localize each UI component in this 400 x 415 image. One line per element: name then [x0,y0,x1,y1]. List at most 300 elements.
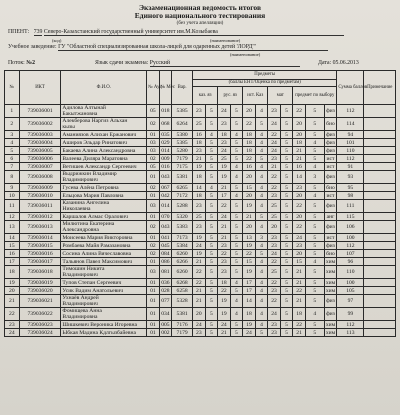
row-score: 24 [218,213,231,221]
row-score: 19 [193,163,206,171]
row-score: 21 [218,329,231,337]
row-total: 96 [337,258,364,266]
row-note [364,321,396,329]
row-total: 97 [337,295,364,308]
row-total: 95 [337,184,364,192]
row-grade: 5 [305,279,324,287]
ppent-name-note: (наименование) [210,38,241,43]
row-elective: физ [324,171,337,184]
row-grade: 4 [255,295,268,308]
row-fio [61,155,147,163]
row-grade: 4 [255,147,268,155]
row-grade: 5 [230,250,243,258]
row-score: 21 [193,258,206,266]
row-ikt: 739036007 [19,163,61,171]
row-number: 7 [5,163,20,171]
row-score: 23 [193,147,206,155]
row-aud: 01 [147,321,160,329]
row-score: 18 [218,131,231,139]
row-score: 21 [293,295,306,308]
table-row [5,200,396,213]
row-variant: 6265 [172,184,193,192]
row-grade: 5 [230,266,243,279]
row-note [364,171,396,184]
col-header-rus: рус. яз [218,87,243,105]
row-grade: 5 [280,131,293,139]
row-note [364,163,396,171]
row-score: 20 [293,250,306,258]
table-row [5,266,396,279]
row-ikt: 739036014 [19,234,61,242]
row-aud: 02 [147,250,160,258]
row-number: 8 [5,171,20,184]
row-score: 21 [293,147,306,155]
row-elective: физ [324,221,337,234]
row-grade: 5 [205,163,218,171]
row-grade: 5 [230,234,243,242]
row-grade: 5 [305,221,324,234]
row-fio-line: Бакаева Алина Александровна [62,147,136,154]
row-fio [61,234,147,242]
row-variant: 5328 [172,295,193,308]
row-grade: 5 [230,105,243,118]
row-grade: 4 [255,163,268,171]
table-row [5,171,396,184]
row-total: 113 [337,329,364,337]
row-total: 105 [337,287,364,295]
row-total: 106 [337,221,364,234]
row-grade: 5 [205,200,218,213]
row-score: 15 [293,258,306,266]
row-note [364,266,396,279]
row-score: 23 [193,105,206,118]
row-variant: 7173 [172,234,193,242]
row-grade: 5 [305,131,324,139]
row-total: 112 [337,321,364,329]
row-number: 5 [5,147,20,155]
row-grade: 5 [280,329,293,337]
row-grade: 4 [230,131,243,139]
row-score: 20 [193,308,206,321]
row-ikt: 739036023 [19,321,61,329]
row-place: 036 [159,279,172,287]
row-ikt: 739036013 [19,221,61,234]
row-score: 18 [293,308,306,321]
row-grade: 5 [280,321,293,329]
row-total: 107 [337,250,364,258]
row-place: 035 [159,131,172,139]
row-grade: 5 [305,242,324,250]
row-score: 22 [293,105,306,118]
row-grade: 5 [205,279,218,287]
row-note [364,295,396,308]
row-fio [61,329,147,337]
row-elective: физ [324,308,337,321]
row-variant: 6260 [172,250,193,258]
row-grade: 5 [205,118,218,131]
row-fio-line: Каршалов Алмас Оралович [62,213,128,220]
row-total: 111 [337,200,364,213]
col-header-subjects-note: (баллы ЕНТ/Оценка по предметам) [193,80,337,87]
row-total: 100 [337,234,364,242]
row-score: 21 [293,266,306,279]
row-score: 20 [268,221,281,234]
row-score: 22 [243,155,256,163]
row-ikt: 739036002 [19,118,61,131]
row-grade: 4 [230,308,243,321]
row-place: 043 [159,171,172,184]
row-total: 112 [337,105,364,118]
table-row [5,258,396,266]
row-ikt: 739036008 [19,171,61,184]
row-grade: 5 [230,118,243,131]
row-note [364,131,396,139]
row-score: 24 [268,147,281,155]
row-score: 21 [218,234,231,242]
row-grade: 5 [305,266,324,279]
row-score: 22 [293,321,306,329]
row-score: 23 [193,221,206,234]
row-grade: 4 [255,287,268,295]
row-number: 22 [5,308,20,321]
row-fio-line: Усик Вадим Анатольевич [62,287,124,294]
row-note [364,200,396,213]
row-grade: 3 [255,234,268,242]
row-grade: 5 [280,200,293,213]
row-score: 23 [268,321,281,329]
row-grade: 5 [280,279,293,287]
row-variant: 5383 [172,221,193,234]
row-note [364,250,396,258]
row-grade: 5 [280,250,293,258]
row-fio [61,221,147,234]
row-score: 19 [243,242,256,250]
row-score: 23 [268,105,281,118]
row-score: 25 [268,200,281,213]
row-note [364,287,396,295]
row-place: 081 [159,266,172,279]
row-fio [61,184,147,192]
row-grade: 5 [205,213,218,221]
row-fio [61,192,147,200]
row-aud: 01 [147,329,160,337]
row-score: 22 [293,287,306,295]
row-total: 101 [337,139,364,147]
row-grade: 4 [305,258,324,266]
row-score: 24 [243,329,256,337]
row-score: 21 [293,279,306,287]
row-grade: 5 [205,242,218,250]
row-score: 19 [193,234,206,242]
row-score: 22 [218,287,231,295]
table-row [5,308,396,321]
table-row [5,213,396,221]
row-elective: физ [326,147,335,154]
row-grade: 5 [230,184,243,192]
row-elective: ист [324,163,337,171]
row-fio [61,163,147,171]
row-score: 17 [243,279,256,287]
row-score: 24 [268,250,281,258]
row-score: 25 [218,155,231,163]
row-score: 16 [243,163,256,171]
col-header-variant: Вар. [172,71,193,105]
row-grade: 4 [305,308,324,321]
row-grade: 4 [255,308,268,321]
institution-line [8,44,328,51]
row-fio-line: Валеева Диляра Маратовна [62,155,128,162]
row-fio-line: Милютина Екатерина [62,221,115,227]
row-score: 23 [268,155,281,163]
row-fio [61,242,147,250]
row-aud: 01 [147,131,160,139]
row-grade: 4 [305,163,324,171]
table-row [5,234,396,242]
row-grade: 5 [205,287,218,295]
row-number: 17 [5,258,20,266]
row-fio-line: Моисеева Мария Викторовна [62,234,133,241]
institution-value: ГУ "Областной специализированная школа-лицей для одаренных детей 'ЛОРД'" [58,44,328,51]
col-header-place: № Мес [159,71,172,105]
row-grade: 5 [305,213,324,221]
row-number: 2 [5,118,20,131]
row-fio [61,258,147,266]
row-variant: 7172 [172,192,193,200]
row-score: 14 [193,184,206,192]
row-score: 21 [243,213,256,221]
row-number: 14 [5,234,20,242]
row-score: 22 [268,131,281,139]
row-note [364,147,396,155]
row-grade: 4 [255,139,268,147]
row-score: 23 [268,192,281,200]
row-fio-line: Владимирович [62,177,98,183]
stream-line [8,60,35,66]
row-grade: 5 [205,171,218,184]
row-elective: ист [324,155,337,163]
row-score: 22 [218,250,231,258]
row-grade: 4 [255,321,268,329]
row-aud: 03 [147,147,160,155]
row-number: 1 [5,105,20,118]
row-grade: 5 [255,250,268,258]
row-score: 22 [243,250,256,258]
row-score: 16 [293,163,306,171]
table-row [5,131,396,139]
ppent-code: 739 [33,29,43,35]
row-elective: физ [326,242,335,249]
row-score: 24 [218,105,231,118]
row-grade: 5 [280,139,293,147]
row-score: 19 [218,308,231,321]
row-ikt: 739036004 [19,139,61,147]
row-score: 23 [218,266,231,279]
row-grade: 5 [205,250,218,258]
row-note [364,184,396,192]
row-score: 18 [243,131,256,139]
row-fio [61,139,147,147]
row-ikt: 739036024 [19,329,61,337]
row-score: 18 [218,279,231,287]
row-aud: 01 [147,279,160,287]
table-row [5,279,396,287]
row-fio-line: Тальянов Павел Максимович [62,258,133,265]
row-grade: 5 [280,118,293,131]
row-number: 19 [5,279,20,287]
row-grade: 5 [280,163,293,171]
row-note [364,105,396,118]
row-number: 18 [5,266,20,279]
row-grade: 5 [305,321,324,329]
col-header-num: № [5,71,20,105]
row-grade: 5 [230,321,243,329]
row-aud: 02 [147,155,160,163]
row-score: 23 [218,139,231,147]
row-fio-line: Алекберова Наргиз Альхан [62,118,128,124]
row-aud: 01 [147,295,160,308]
row-score: 19 [243,321,256,329]
institution-note: (наименование) [230,52,261,57]
row-score: 15 [243,184,256,192]
row-fio [61,213,147,221]
row-score: 24 [268,139,281,147]
row-score: 20 [293,118,306,131]
row-variant: 5280 [172,147,193,155]
table-row [5,184,396,192]
row-grade: 5 [205,155,218,163]
row-fio [61,118,147,131]
row-grade: 5 [255,118,268,131]
row-grade: 4 [255,221,268,234]
row-grade: 5 [230,139,243,147]
row-fio-line: Аширов Эльдар Ринатович [62,139,127,146]
row-score: 19 [193,250,206,258]
row-score: 23 [218,118,231,131]
row-score: 23 [218,242,231,250]
row-score: 21 [193,155,206,163]
row-fio [61,171,147,184]
row-total: 91 [337,163,364,171]
row-score: 22 [293,221,306,234]
row-fio-line: Владимирович [62,301,98,307]
row-grade: 4 [230,295,243,308]
row-elective: хим [325,329,336,336]
row-fio-line: Фомищева Анна [62,308,102,314]
row-score: 21 [218,184,231,192]
row-grade: 5 [205,295,218,308]
row-grade: 4 [255,266,268,279]
row-variant: 5381 [172,171,193,184]
row-grade: 4 [255,171,268,184]
row-variant: 6266 [172,258,193,266]
row-grade: 4 [255,242,268,250]
row-ikt: 739036012 [19,213,61,221]
row-number: 20 [5,287,20,295]
row-grade: 5 [255,155,268,163]
row-total: 93 [337,171,364,184]
row-grade: 5 [255,329,268,337]
row-note [364,242,396,250]
ppent-university: Северо-Казахстанский государственный университет им.М.Козыбаева [44,29,344,36]
row-elective: ист [324,234,337,242]
row-place: 029 [159,139,172,147]
row-fio [61,147,147,155]
row-score: 15 [243,258,256,266]
row-ikt: 739036009 [19,184,61,192]
row-ikt: 739036015 [19,242,61,250]
row-number: 21 [5,295,20,308]
row-ikt: 739036006 [19,155,61,163]
row-aud: 02 [147,118,160,131]
row-fio-line: Ухнаёв Андрей [62,295,99,301]
row-grade: 5 [280,295,293,308]
table-row [5,105,396,118]
row-grade: 4 [305,139,324,147]
row-fio [61,279,147,287]
row-score: 22 [193,279,206,287]
row-fio-line: Ельцова Мария Павловна [62,192,124,199]
row-score: 13 [243,234,256,242]
row-score: 21 [293,155,306,163]
row-score: 21 [193,295,206,308]
row-aud: 02 [147,221,160,234]
row-grade: 5 [205,105,218,118]
row-score: 22 [268,279,281,287]
row-place: 077 [159,295,172,308]
row-total: 115 [337,213,364,221]
language-label: Язык сдачи экзамена: [95,60,149,66]
row-score: 23 [193,329,206,337]
col-header-fio: Ф.И.О. [61,71,147,105]
row-number: 12 [5,213,20,221]
row-grade: 5 [205,139,218,147]
row-grade: 5 [230,213,243,221]
row-grade: 5 [280,171,293,184]
row-fio-line: Аманиязов Алихан Ержанович [62,131,137,138]
row-grade: 4 [205,184,218,192]
row-grade: 5 [280,266,293,279]
row-elective: ист [324,192,337,200]
date-line [318,60,359,66]
row-fio-line: Ыбкая Мадина Кдлгызбайевна [62,329,136,336]
row-fio-line: Николаевна [62,206,91,212]
row-fio-line: Ветишев Александр Сергеевич [62,163,137,170]
row-place: 014 [159,147,172,155]
row-score: 25 [193,118,206,131]
row-ikt: 739036021 [19,295,61,308]
row-total: 110 [337,147,364,155]
table-row [5,147,396,155]
row-score: 17 [218,192,231,200]
row-aud: 01 [147,258,160,266]
row-elective: хим [325,321,336,328]
table-row [5,118,396,131]
row-fio-line: Выдрижкин Владимир [62,171,117,177]
row-ikt: 739036019 [19,279,61,287]
row-grade: 4 [255,192,268,200]
row-number: 3 [5,131,20,139]
row-score: 24 [293,234,306,242]
row-grade: 5 [305,147,324,155]
row-ikt: 739036005 [19,147,61,155]
row-grade: 4 [230,279,243,287]
row-score: 24 [268,308,281,321]
row-score: 23 [268,287,281,295]
ppent-line [8,29,344,36]
row-ikt: 739036016 [19,250,61,258]
row-score: 25 [193,213,206,221]
row-score: 22 [293,200,306,213]
